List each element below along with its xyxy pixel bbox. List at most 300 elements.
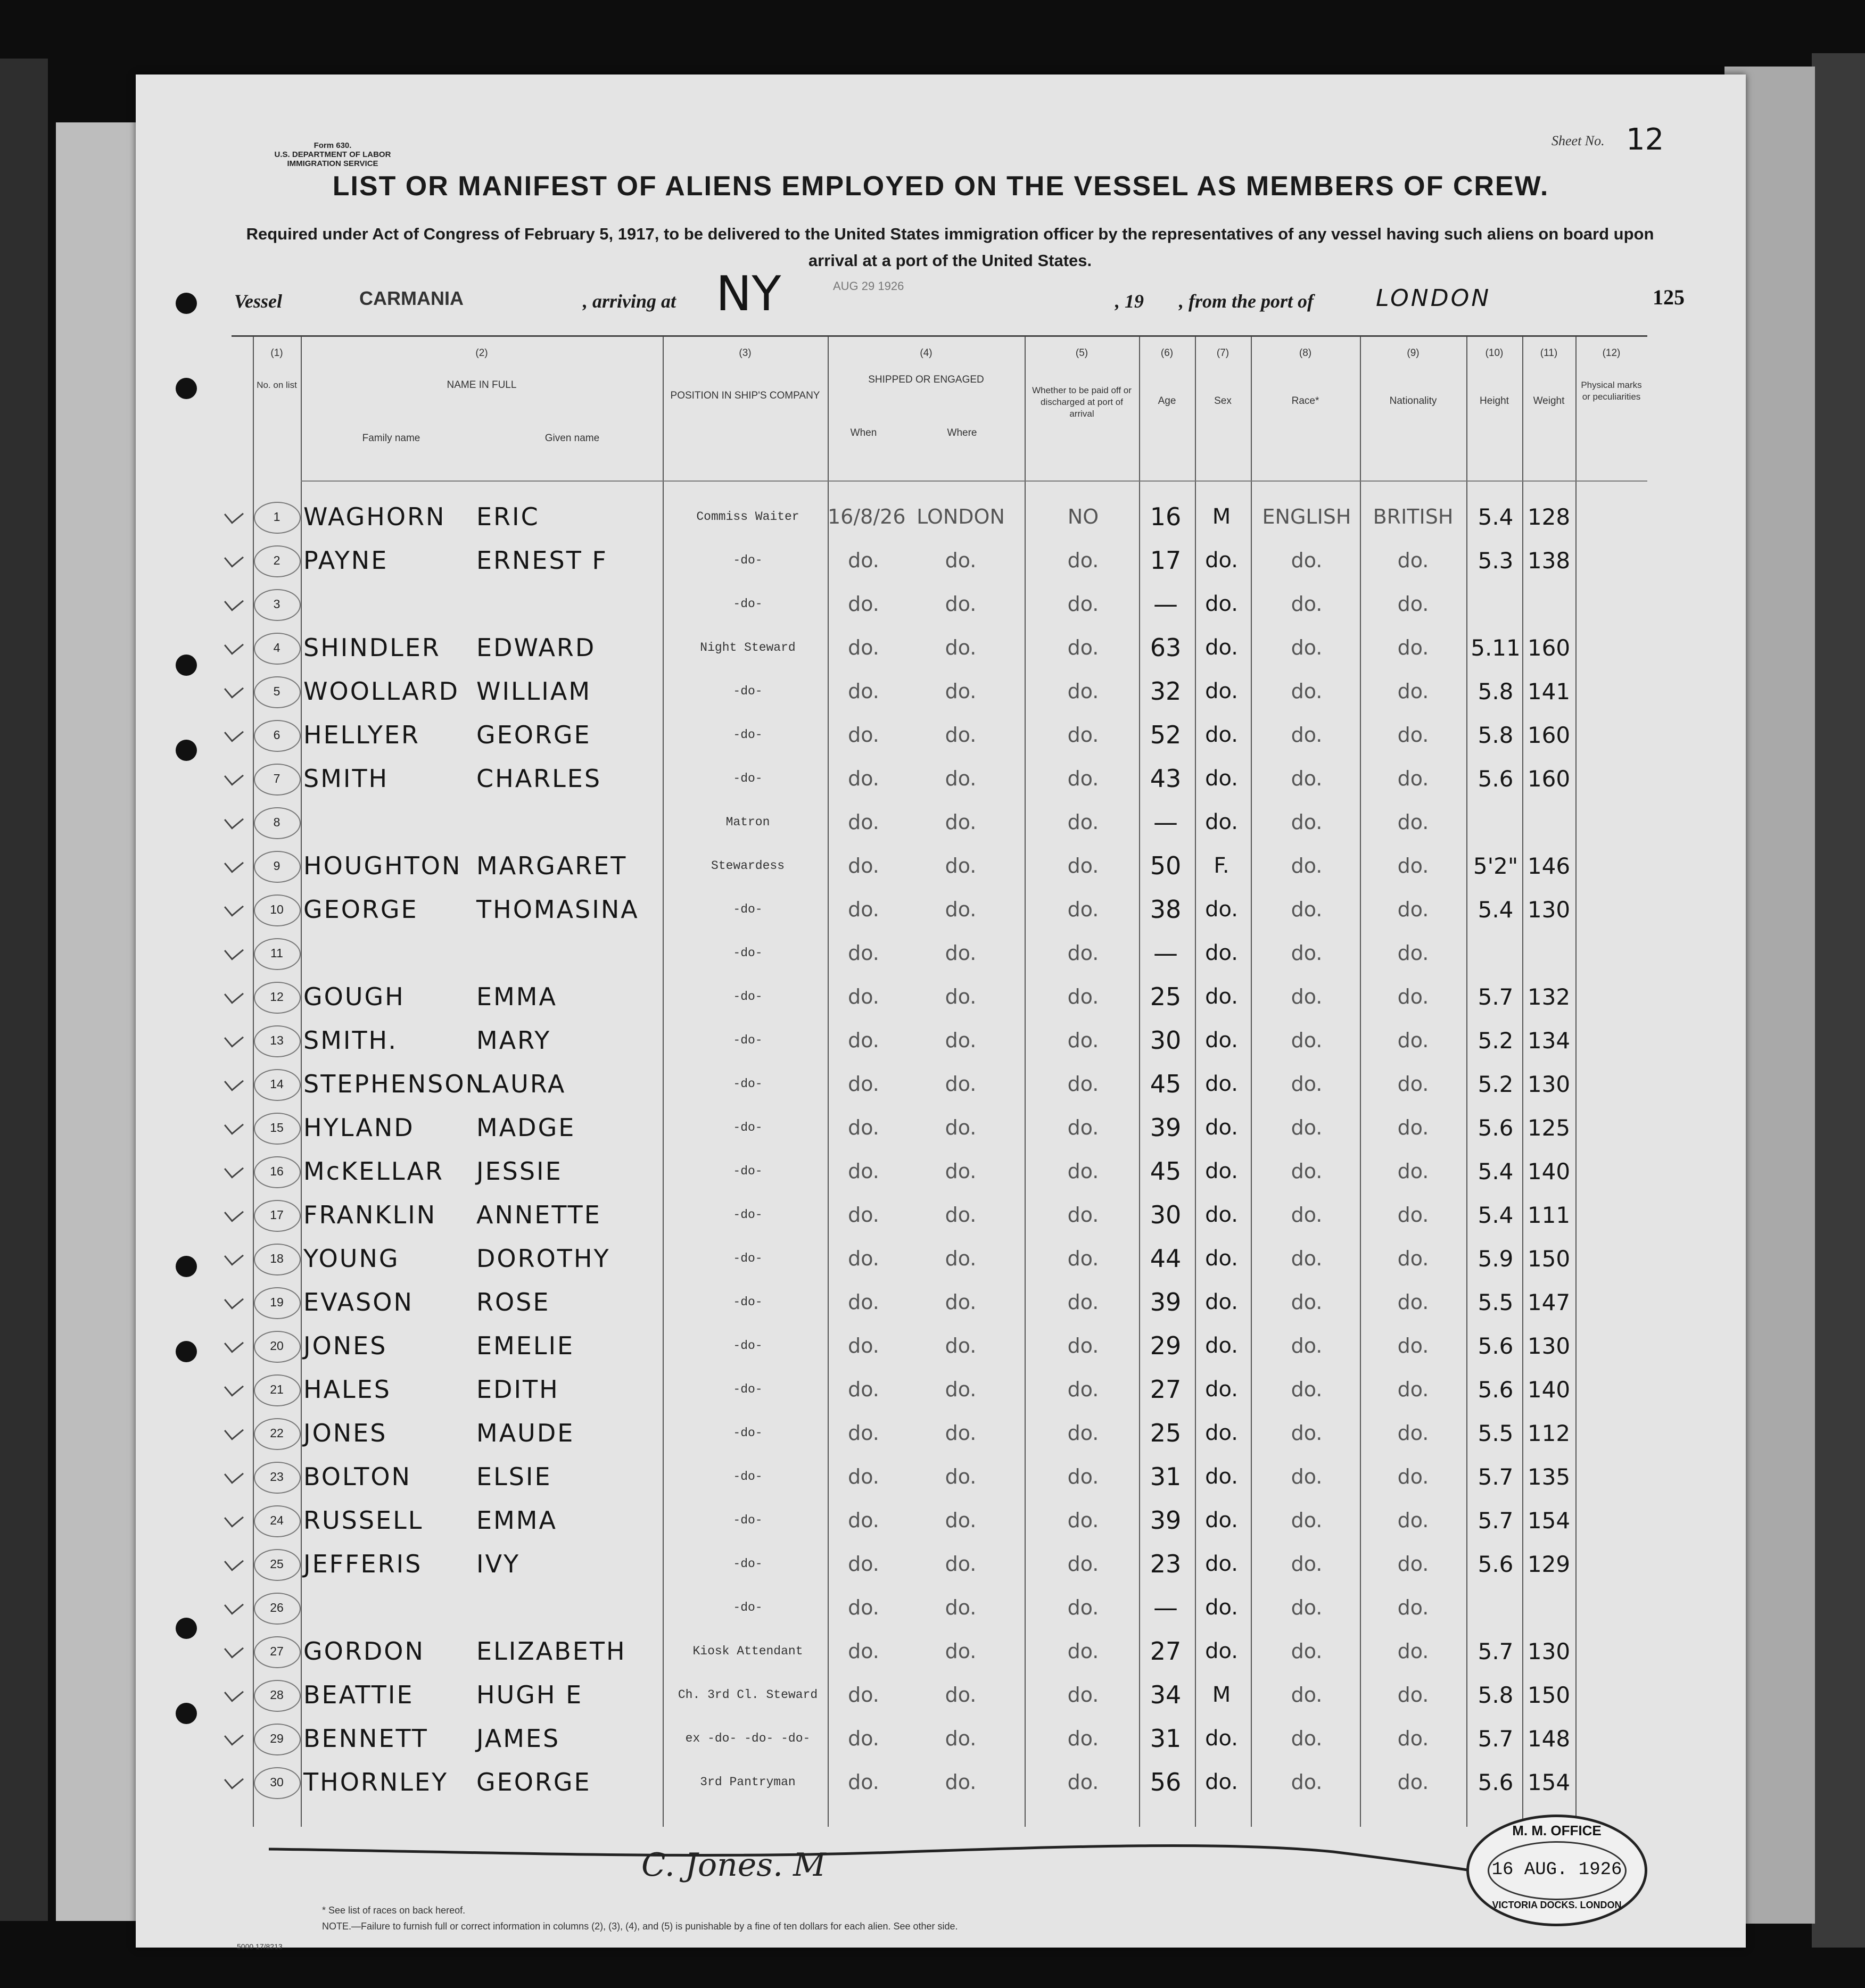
- paid-off: do.: [1067, 1116, 1099, 1139]
- nationality: BRITISH: [1373, 505, 1454, 528]
- table-row: [232, 1675, 1647, 1716]
- weight: 129: [1527, 1551, 1571, 1577]
- given-name: ERIC: [476, 502, 540, 531]
- age: 44: [1150, 1244, 1182, 1273]
- given-name: MAUDE: [476, 1419, 575, 1447]
- sex: do.: [1205, 1464, 1238, 1489]
- height: 5.7: [1478, 1638, 1514, 1664]
- age: 31: [1150, 1724, 1182, 1753]
- sex: do.: [1205, 897, 1238, 922]
- weight: 125: [1527, 1115, 1571, 1141]
- header-col-5: Whether to be paid off or discharged at port of arrival: [1032, 385, 1132, 419]
- given-name: ELIZABETH: [476, 1637, 626, 1666]
- sex: do.: [1205, 1028, 1238, 1053]
- row-number: 15: [270, 1121, 284, 1134]
- height: [1466, 933, 1525, 974]
- race: ENGLISH: [1262, 505, 1351, 528]
- races-note: * See list of races on back hereof.: [322, 1905, 466, 1916]
- header-family-name: Family name: [362, 433, 420, 444]
- paid-off: do.: [1067, 1029, 1099, 1052]
- arrival-port: NY: [716, 266, 781, 322]
- age: 50: [1150, 851, 1182, 880]
- position: Kiosk Attendant: [692, 1644, 803, 1658]
- paid-off: do.: [1067, 854, 1099, 877]
- paid-off: do.: [1067, 810, 1099, 834]
- shipped-when: do.: [848, 898, 879, 921]
- position: -do-: [733, 1513, 763, 1527]
- header-col-4: SHIPPED OR ENGAGED: [868, 374, 984, 385]
- row-number: 18: [270, 1252, 284, 1265]
- shipped-where: do.: [945, 941, 977, 965]
- shipped-when: do.: [848, 1378, 879, 1401]
- punch-hole: [176, 1256, 197, 1277]
- sex: do.: [1205, 635, 1238, 660]
- race: do.: [1291, 1465, 1323, 1488]
- weight: 150: [1527, 1682, 1571, 1708]
- check-mark: [224, 1595, 244, 1614]
- age: 27: [1150, 1375, 1182, 1404]
- height: [1466, 1587, 1525, 1628]
- shipped-when: do.: [848, 1727, 879, 1750]
- height: 5.2: [1478, 1071, 1514, 1097]
- shipped-where: do.: [945, 810, 977, 834]
- weight: 148: [1527, 1726, 1571, 1752]
- page-number: 125: [1653, 285, 1685, 309]
- age: 52: [1150, 720, 1182, 749]
- table-row: [232, 1500, 1647, 1541]
- given-name: MARGARET: [476, 851, 628, 880]
- shipped-where: do.: [945, 1334, 977, 1357]
- sex: do.: [1205, 1552, 1238, 1576]
- shipped-where: do.: [945, 1683, 977, 1707]
- family-name: BOLTON: [303, 1462, 411, 1491]
- paid-off: do.: [1067, 1639, 1099, 1663]
- shipped-where: do.: [945, 985, 977, 1008]
- age: 31: [1150, 1462, 1182, 1491]
- table-row: [232, 976, 1647, 1017]
- nationality: do.: [1397, 1334, 1429, 1357]
- position: ex -do- -do- -do-: [685, 1732, 811, 1745]
- header-rule: [301, 481, 1647, 482]
- weight: 130: [1527, 1333, 1571, 1359]
- race: do.: [1291, 1639, 1323, 1663]
- header-col-7-num: (7): [1216, 347, 1229, 359]
- row-number: 27: [270, 1644, 284, 1658]
- position: -do-: [733, 1077, 763, 1091]
- paid-off: do.: [1067, 1159, 1099, 1183]
- weight: 146: [1527, 853, 1571, 879]
- table-row: [232, 1587, 1647, 1628]
- header-col-3-num: (3): [739, 347, 752, 359]
- position: -do-: [733, 1252, 763, 1265]
- given-name: ELSIE: [476, 1462, 552, 1491]
- shipped-when: do.: [848, 680, 879, 703]
- sex: M: [1212, 1683, 1231, 1707]
- nationality: do.: [1397, 767, 1429, 790]
- shipped-where: do.: [945, 1727, 977, 1750]
- stamp-bottom-text: VICTORIA DOCKS. LONDON: [1492, 1900, 1622, 1910]
- family-name: JEFFERIS: [303, 1550, 423, 1578]
- row-number: 11: [270, 946, 283, 960]
- paid-off: do.: [1067, 941, 1099, 965]
- age: 45: [1150, 1070, 1182, 1098]
- weight: 154: [1527, 1507, 1571, 1534]
- race: do.: [1291, 1159, 1323, 1183]
- height: 5.9: [1478, 1246, 1514, 1272]
- header-col-2: NAME IN FULL: [447, 379, 517, 391]
- weight: [1522, 802, 1575, 843]
- paid-off: do.: [1067, 1727, 1099, 1750]
- punch-hole: [176, 1703, 197, 1724]
- check-mark: [224, 1246, 244, 1265]
- age: 32: [1150, 677, 1182, 706]
- paid-off: do.: [1067, 1770, 1099, 1794]
- given-name: DOROTHY: [476, 1244, 610, 1273]
- family-name: GOUGH: [303, 982, 405, 1011]
- row-number: 12: [270, 990, 284, 1004]
- table-row: [232, 496, 1647, 537]
- table-row: [232, 1718, 1647, 1759]
- height: [1466, 802, 1525, 843]
- sex: M: [1212, 504, 1231, 529]
- nationality: do.: [1397, 1552, 1429, 1576]
- header-sex: Sex: [1214, 395, 1232, 407]
- given-name: EMMA: [476, 982, 557, 1011]
- race: do.: [1291, 1247, 1323, 1270]
- nationality: do.: [1397, 1727, 1429, 1750]
- shipped-where: do.: [945, 1203, 977, 1227]
- nationality: do.: [1397, 1378, 1429, 1401]
- sex: do.: [1205, 1246, 1238, 1271]
- row-number: 26: [270, 1601, 284, 1614]
- race: do.: [1291, 1029, 1323, 1052]
- sex: do.: [1205, 679, 1238, 703]
- height: 5.5: [1478, 1289, 1514, 1315]
- punch-hole: [176, 1618, 197, 1639]
- given-name: CHARLES: [476, 764, 602, 793]
- family-name: YOUNG: [303, 1244, 400, 1273]
- row-number: 7: [273, 772, 280, 785]
- shipped-when: do.: [848, 1465, 879, 1488]
- shipped-when: do.: [848, 549, 879, 572]
- shipped-where: do.: [945, 1116, 977, 1139]
- weight: 111: [1527, 1202, 1571, 1228]
- given-name: ERNEST F: [476, 546, 608, 575]
- age: 34: [1150, 1680, 1182, 1709]
- shipped-where: do.: [945, 767, 977, 790]
- sex: do.: [1205, 1333, 1238, 1358]
- shipped-where: do.: [945, 1552, 977, 1576]
- family-name: SMITH.: [303, 1026, 398, 1055]
- table-row: [232, 1631, 1647, 1672]
- shipped-when: do.: [848, 810, 879, 834]
- shipped-when: do.: [848, 1290, 879, 1314]
- family-name: BEATTIE: [303, 1680, 414, 1709]
- header-col-8-num: (8): [1299, 347, 1312, 359]
- table-row: [232, 1282, 1647, 1323]
- nationality: do.: [1397, 1683, 1429, 1707]
- height: 5.4: [1478, 897, 1514, 923]
- weight: 154: [1527, 1769, 1571, 1795]
- document-title: LIST OR MANIFEST OF ALIENS EMPLOYED ON THE VESSEL AS MEMBERS OF CREW.: [332, 171, 1549, 202]
- position: 3rd Pantryman: [700, 1775, 796, 1789]
- check-mark: [224, 679, 244, 698]
- height: 5.2: [1478, 1028, 1514, 1054]
- signature-line: [269, 1820, 1546, 1900]
- position: -do-: [733, 946, 763, 960]
- race: do.: [1291, 1421, 1323, 1445]
- paid-off: do.: [1067, 680, 1099, 703]
- shipped-where: do.: [945, 549, 977, 572]
- position: -do-: [733, 1164, 763, 1178]
- sex: do.: [1205, 548, 1238, 573]
- sex: do.: [1205, 1639, 1238, 1663]
- table-row: [232, 671, 1647, 712]
- age: 45: [1150, 1157, 1182, 1186]
- paid-off: do.: [1067, 1465, 1099, 1488]
- weight: 160: [1527, 722, 1571, 748]
- nationality: do.: [1397, 1029, 1429, 1052]
- weight: 130: [1527, 897, 1571, 923]
- form-number: Form 630.: [313, 141, 352, 150]
- position: -do-: [733, 1426, 763, 1440]
- sex: do.: [1205, 1377, 1238, 1402]
- shipped-where: do.: [945, 1639, 977, 1663]
- shipped-where: do.: [945, 1596, 977, 1619]
- nationality: do.: [1397, 1116, 1429, 1139]
- table-row: [232, 1544, 1647, 1585]
- row-number: 3: [273, 597, 280, 611]
- punch-hole: [176, 293, 197, 314]
- department: U.S. DEPARTMENT OF LABOR: [274, 150, 391, 159]
- sex: do.: [1205, 1421, 1238, 1445]
- position: Night Steward: [700, 641, 796, 655]
- check-mark: [224, 548, 244, 567]
- signature: C. Jones. M: [641, 1846, 826, 1884]
- vessel-label: Vessel: [234, 291, 282, 312]
- given-name: EDITH: [476, 1375, 559, 1404]
- shipped-when: do.: [848, 941, 879, 965]
- height: 5.6: [1478, 1377, 1514, 1403]
- header-weight: Weight: [1533, 395, 1565, 407]
- check-mark: [224, 1377, 244, 1396]
- race: do.: [1291, 810, 1323, 834]
- row-number: 6: [273, 728, 280, 742]
- nationality: do.: [1397, 854, 1429, 877]
- header-col-12-num: (12): [1602, 347, 1621, 359]
- check-mark: [224, 1159, 244, 1178]
- paid-off: do.: [1067, 898, 1099, 921]
- position: -do-: [733, 1339, 763, 1353]
- sex: do.: [1205, 1072, 1238, 1096]
- header-col-4-num: (4): [920, 347, 932, 359]
- height: 5.3: [1478, 548, 1514, 574]
- shipped-when: do.: [848, 1247, 879, 1270]
- given-name: EMELIE: [476, 1331, 575, 1360]
- sex: do.: [1205, 1770, 1238, 1794]
- sex: do.: [1205, 766, 1238, 791]
- age: 63: [1150, 633, 1182, 662]
- height: 5.4: [1478, 1202, 1514, 1228]
- given-name: IVY: [476, 1550, 521, 1578]
- header-col-6-num: (6): [1160, 347, 1174, 359]
- header-col-9-num: (9): [1407, 347, 1420, 359]
- table-row: [232, 1456, 1647, 1497]
- row-number: 2: [273, 553, 280, 567]
- weight: 138: [1527, 548, 1571, 574]
- age: 39: [1150, 1506, 1182, 1535]
- row-number: 9: [273, 859, 280, 873]
- check-mark: [224, 723, 244, 742]
- check-mark: [224, 897, 244, 916]
- paid-off: do.: [1067, 1683, 1099, 1707]
- given-name: EMMA: [476, 1506, 557, 1535]
- weight: 130: [1527, 1638, 1571, 1664]
- table-row: [232, 889, 1647, 930]
- age: 25: [1150, 982, 1182, 1011]
- film-border-right: [1812, 53, 1865, 1948]
- table-row: [232, 1369, 1647, 1410]
- nationality: do.: [1397, 1770, 1429, 1794]
- shipped-where: LONDON: [917, 505, 1005, 528]
- sex: do.: [1205, 1203, 1238, 1227]
- given-name: THOMASINA: [476, 895, 639, 924]
- nationality: do.: [1397, 1290, 1429, 1314]
- position: -do-: [733, 1601, 763, 1614]
- family-name: HELLYER: [303, 720, 420, 749]
- race: do.: [1291, 1770, 1323, 1794]
- nationality: do.: [1397, 723, 1429, 747]
- check-mark: [224, 1333, 244, 1353]
- sex: do.: [1205, 1290, 1238, 1314]
- form-header: [258, 141, 407, 168]
- height: 5.4: [1478, 1158, 1514, 1184]
- height: 5.5: [1478, 1420, 1514, 1446]
- position: Stewardess: [711, 859, 785, 873]
- family-name: HOUGHTON: [303, 851, 462, 880]
- position: -do-: [733, 597, 763, 611]
- race: do.: [1291, 1116, 1323, 1139]
- family-name: JONES: [303, 1331, 387, 1360]
- nationality: do.: [1397, 592, 1429, 616]
- nationality: do.: [1397, 1639, 1429, 1663]
- position: Matron: [725, 815, 770, 829]
- position: -do-: [733, 684, 763, 698]
- paid-off: do.: [1067, 592, 1099, 616]
- race: do.: [1291, 1509, 1323, 1532]
- sex: F.: [1214, 854, 1229, 878]
- table-row: [232, 584, 1647, 625]
- position: -do-: [733, 553, 763, 567]
- nationality: do.: [1397, 1072, 1429, 1096]
- shipped-where: do.: [945, 680, 977, 703]
- check-mark: [224, 1726, 244, 1745]
- check-mark: [224, 635, 244, 655]
- check-mark: [224, 1508, 244, 1527]
- shipped-when: do.: [848, 1116, 879, 1139]
- nationality: do.: [1397, 636, 1429, 659]
- shipped-where: do.: [945, 1029, 977, 1052]
- sex: do.: [1205, 1115, 1238, 1140]
- nationality: do.: [1397, 1465, 1429, 1488]
- sheet-number: 12: [1626, 122, 1664, 157]
- table-row: [232, 1413, 1647, 1454]
- row-number: 25: [270, 1557, 284, 1571]
- age: 25: [1150, 1419, 1182, 1447]
- shipped-when: do.: [848, 723, 879, 747]
- height: 5.7: [1478, 1507, 1514, 1534]
- weight: 160: [1527, 635, 1571, 661]
- check-mark: [224, 1421, 244, 1440]
- family-name: JONES: [303, 1419, 387, 1447]
- arriving-label: , arriving at: [583, 291, 676, 312]
- age: —: [1153, 590, 1178, 618]
- weight: 128: [1527, 504, 1571, 530]
- race: do.: [1291, 1334, 1323, 1357]
- age: 38: [1150, 895, 1182, 924]
- given-name: ANNETTE: [476, 1200, 601, 1229]
- position: -do-: [733, 1121, 763, 1134]
- race: do.: [1291, 1378, 1323, 1401]
- shipped-where: do.: [945, 898, 977, 921]
- shipped-when: do.: [848, 1596, 879, 1619]
- family-name: BENNETT: [303, 1724, 428, 1753]
- weight: 134: [1527, 1028, 1571, 1054]
- shipped-when: do.: [848, 1770, 879, 1794]
- nationality: do.: [1397, 1247, 1429, 1270]
- sex: do.: [1205, 984, 1238, 1009]
- nationality: do.: [1397, 941, 1429, 965]
- shipped-when: do.: [848, 592, 879, 616]
- family-name: McKELLAR: [303, 1157, 444, 1186]
- punch-hole: [176, 378, 197, 399]
- sex: do.: [1205, 723, 1238, 747]
- row-number: 1: [273, 510, 280, 524]
- row-number: 4: [273, 641, 280, 655]
- race: do.: [1291, 854, 1323, 877]
- table-row: [232, 1107, 1647, 1148]
- given-name: WILLIAM: [476, 677, 592, 706]
- date-stamp: AUG 29 1926: [833, 279, 904, 293]
- age: 30: [1150, 1026, 1182, 1055]
- race: do.: [1291, 549, 1323, 572]
- nationality: do.: [1397, 1596, 1429, 1619]
- shipped-when: do.: [848, 985, 879, 1008]
- header-physical-marks: Physical marks or peculiarities: [1581, 380, 1642, 402]
- table-row: [232, 758, 1647, 799]
- race: do.: [1291, 941, 1323, 965]
- nationality: do.: [1397, 1203, 1429, 1227]
- position: -do-: [733, 1470, 763, 1484]
- header-col-1-num: (1): [270, 347, 283, 359]
- row-number: 29: [270, 1732, 284, 1745]
- check-mark: [224, 504, 244, 524]
- height: 5.6: [1478, 1551, 1514, 1577]
- nationality: do.: [1397, 1421, 1429, 1445]
- row-number: 17: [270, 1208, 284, 1222]
- check-mark: [224, 1115, 244, 1134]
- stamp-date: 16 AUG. 1926: [1491, 1860, 1622, 1880]
- paid-off: do.: [1067, 767, 1099, 790]
- manifest-page: [136, 74, 1746, 1951]
- family-name: WOOLLARD: [303, 677, 460, 706]
- shipped-when: 16/8/26: [828, 505, 906, 528]
- check-mark: [224, 941, 244, 960]
- position: Ch. 3rd Cl. Steward: [678, 1688, 818, 1702]
- family-name: HALES: [303, 1375, 391, 1404]
- header-when: When: [850, 427, 877, 438]
- family-name: THORNLEY: [303, 1768, 449, 1796]
